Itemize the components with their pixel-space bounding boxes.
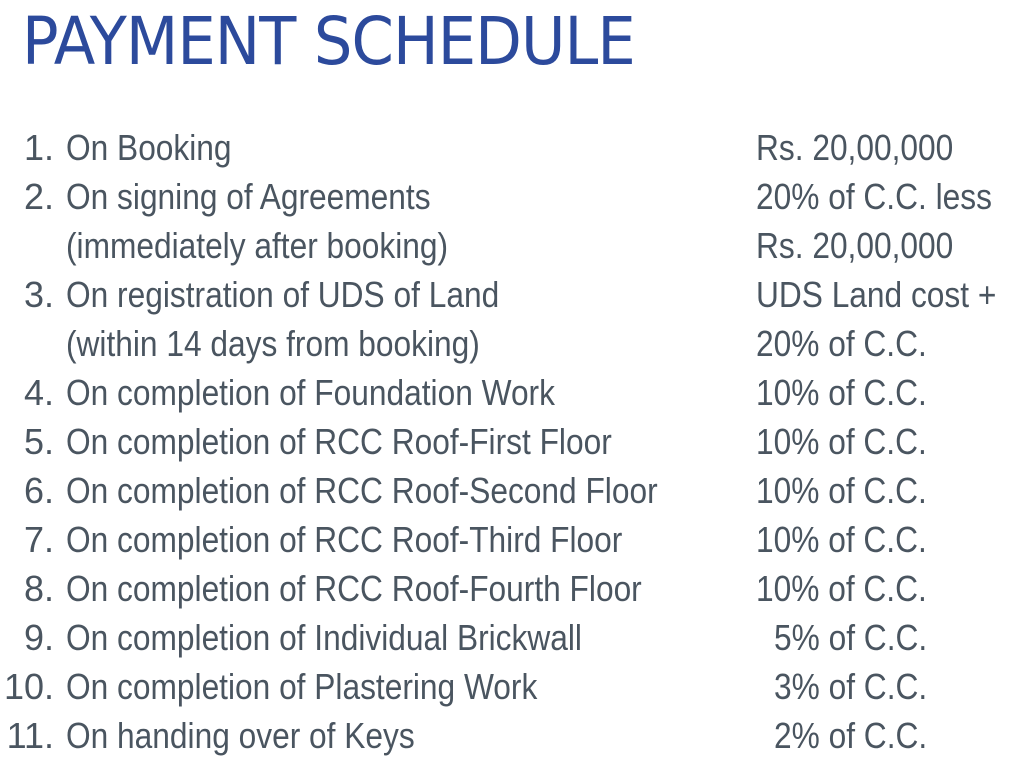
row-description: On completion of RCC Roof-Third Floor [66,519,623,560]
row-description: On completion of RCC Roof-Fourth Floor [66,568,642,609]
row-amount: 20% of C.C. [756,323,927,364]
row-amount: 10% of C.C. [756,372,927,413]
schedule-row-1 [0,123,1026,172]
schedule-row-4 [0,368,1026,417]
row-description: (immediately after booking) [66,225,449,266]
row-number: 3. [23,274,54,315]
row-description: (within 14 days from booking) [66,323,480,364]
row-description: On completion of RCC Roof-First Floor [66,421,612,462]
schedule-row-5 [0,417,1026,466]
schedule-row-6 [0,466,1026,515]
row-number: 2. [23,176,54,217]
row-amount: Rs. 20,00,000 [756,225,954,266]
row-number: 9. [23,617,54,658]
row-number: 4. [23,372,54,413]
schedule-row-7 [0,515,1026,564]
row-number: 1. [23,127,54,168]
row-amount: 2% of C.C. [774,715,928,756]
row-number: 6. [23,470,54,511]
row-description: On completion of Foundation Work [66,372,555,413]
schedule-row-9 [0,613,1026,662]
row-number: 11. [6,715,54,756]
row-description: On completion of Individual Brickwall [66,617,582,658]
page-title: PAYMENT SCHEDULE [22,3,635,80]
row-description: On completion of RCC Roof-Second Floor [66,470,658,511]
row-amount: 5% of C.C. [774,617,928,658]
row-amount: 10% of C.C. [756,519,927,560]
row-amount: UDS Land cost + [756,274,997,315]
row-description: On Booking [66,127,232,168]
schedule-row-2 [0,172,1026,221]
schedule-row-3 [0,270,1026,319]
schedule-row-10 [0,662,1026,711]
schedule-row-8 [0,564,1026,613]
row-number: 5. [23,421,54,462]
row-description: On handing over of Keys [66,715,415,756]
row-number: 7. [23,519,54,560]
row-number: 10. [3,666,54,707]
row-number: 8. [23,568,54,609]
row-description: On completion of Plastering Work [66,666,538,707]
row-description: On registration of UDS of Land [66,274,500,315]
schedule-row-11 [0,711,1026,760]
schedule-row-3-continued [0,319,1026,368]
row-amount: 10% of C.C. [756,421,927,462]
row-amount: 20% of C.C. less [756,176,992,217]
row-amount: Rs. 20,00,000 [756,127,954,168]
row-description: On signing of Agreements [66,176,431,217]
schedule-row-2-continued [0,221,1026,270]
row-amount: 10% of C.C. [756,568,927,609]
row-amount: 10% of C.C. [756,470,927,511]
row-amount: 3% of C.C. [774,666,928,707]
